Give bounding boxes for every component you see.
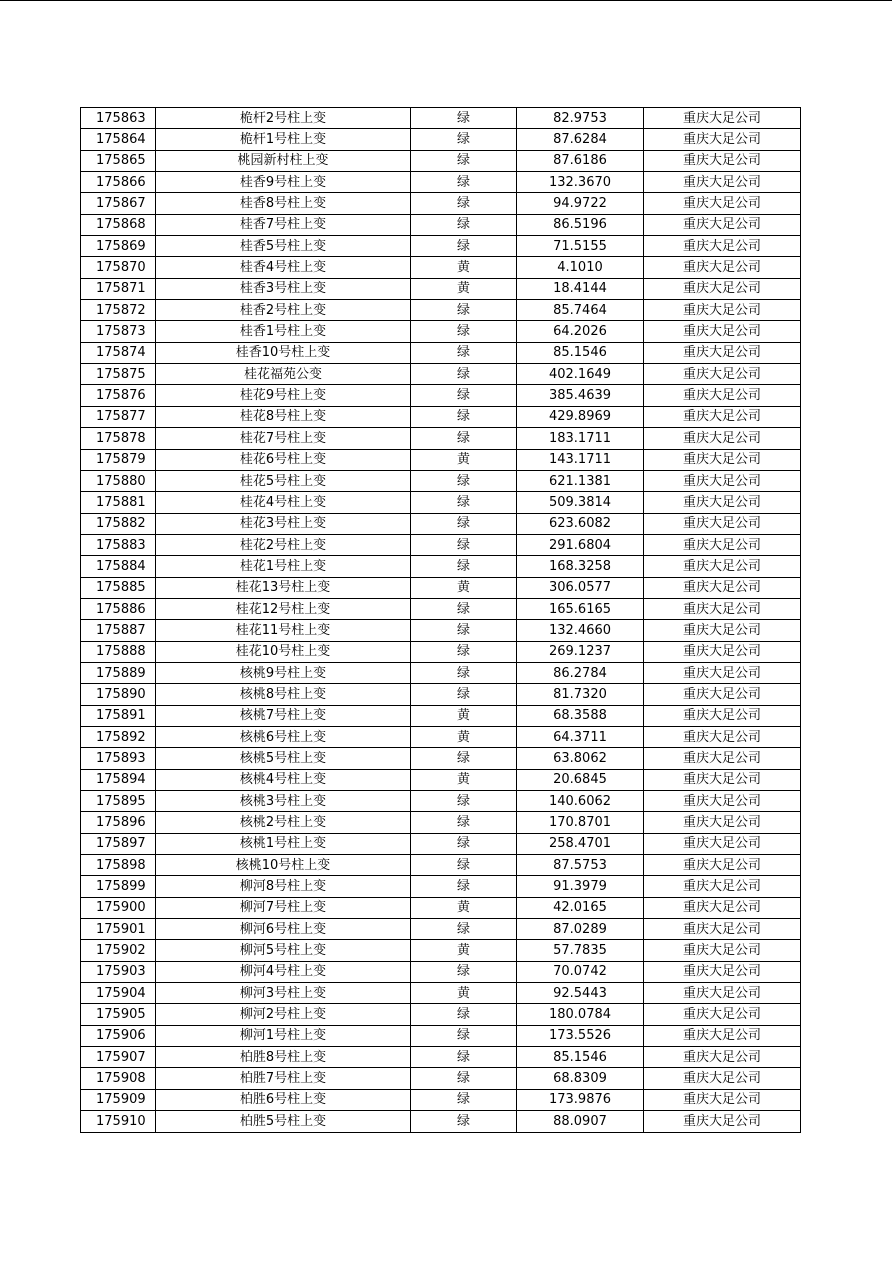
- cell-value: 71.5155: [517, 236, 644, 257]
- cell-company: 重庆大足公司: [644, 364, 801, 385]
- cell-name: 桅杆1号柱上变: [156, 129, 411, 150]
- top-border-line: [0, 0, 892, 1]
- cell-name: 桂花2号柱上变: [156, 534, 411, 555]
- cell-company: 重庆大足公司: [644, 662, 801, 683]
- table-row: [81, 449, 801, 470]
- cell-id: 175871: [81, 278, 156, 299]
- cell-value: 81.7320: [517, 684, 644, 705]
- cell-status-color: 黄: [411, 940, 517, 961]
- cell-value: 4.1010: [517, 257, 644, 278]
- table-body: [81, 108, 801, 1133]
- cell-status-color: 绿: [411, 534, 517, 555]
- table-row: [81, 833, 801, 854]
- cell-name: 桂花13号柱上变: [156, 577, 411, 598]
- cell-status-color: 绿: [411, 748, 517, 769]
- cell-id: 175905: [81, 1004, 156, 1025]
- cell-name: 柳河1号柱上变: [156, 1025, 411, 1046]
- cell-status-color: 绿: [411, 406, 517, 427]
- cell-company: 重庆大足公司: [644, 1068, 801, 1089]
- table-row: [81, 534, 801, 555]
- cell-name: 柳河4号柱上变: [156, 961, 411, 982]
- cell-status-color: 黄: [411, 577, 517, 598]
- cell-id: 175870: [81, 257, 156, 278]
- cell-status-color: 绿: [411, 961, 517, 982]
- cell-name: 桂香2号柱上变: [156, 300, 411, 321]
- cell-id: 175873: [81, 321, 156, 342]
- table-row: [81, 1111, 801, 1132]
- cell-value: 87.6284: [517, 129, 644, 150]
- cell-company: 重庆大足公司: [644, 1025, 801, 1046]
- cell-id: 175910: [81, 1111, 156, 1132]
- table-row: [81, 1068, 801, 1089]
- cell-value: 269.1237: [517, 641, 644, 662]
- cell-company: 重庆大足公司: [644, 769, 801, 790]
- table-row: [81, 598, 801, 619]
- table-row: [81, 748, 801, 769]
- cell-value: 94.9722: [517, 193, 644, 214]
- cell-status-color: 绿: [411, 492, 517, 513]
- cell-company: 重庆大足公司: [644, 278, 801, 299]
- cell-company: 重庆大足公司: [644, 150, 801, 171]
- transformer-table: [80, 107, 801, 1133]
- cell-status-color: 绿: [411, 1111, 517, 1132]
- table-row: [81, 172, 801, 193]
- cell-name: 桅杆2号柱上变: [156, 108, 411, 129]
- cell-id: 175864: [81, 129, 156, 150]
- cell-value: 621.1381: [517, 470, 644, 491]
- table-row: [81, 940, 801, 961]
- cell-company: 重庆大足公司: [644, 236, 801, 257]
- cell-id: 175907: [81, 1047, 156, 1068]
- cell-value: 132.4660: [517, 620, 644, 641]
- cell-value: 183.1711: [517, 428, 644, 449]
- cell-id: 175902: [81, 940, 156, 961]
- cell-status-color: 绿: [411, 129, 517, 150]
- table-row: [81, 556, 801, 577]
- cell-company: 重庆大足公司: [644, 641, 801, 662]
- cell-status-color: 黄: [411, 278, 517, 299]
- cell-name: 柏胜5号柱上变: [156, 1111, 411, 1132]
- cell-name: 柏胜7号柱上变: [156, 1068, 411, 1089]
- cell-id: 175906: [81, 1025, 156, 1046]
- cell-status-color: 黄: [411, 257, 517, 278]
- cell-id: 175884: [81, 556, 156, 577]
- cell-value: 68.8309: [517, 1068, 644, 1089]
- cell-name: 核桃8号柱上变: [156, 684, 411, 705]
- cell-name: 柳河8号柱上变: [156, 876, 411, 897]
- cell-name: 核桃3号柱上变: [156, 791, 411, 812]
- cell-name: 桂香4号柱上变: [156, 257, 411, 278]
- cell-company: 重庆大足公司: [644, 172, 801, 193]
- cell-company: 重庆大足公司: [644, 406, 801, 427]
- cell-status-color: 绿: [411, 641, 517, 662]
- cell-value: 429.8969: [517, 406, 644, 427]
- cell-company: 重庆大足公司: [644, 876, 801, 897]
- cell-value: 291.6804: [517, 534, 644, 555]
- cell-company: 重庆大足公司: [644, 833, 801, 854]
- cell-id: 175863: [81, 108, 156, 129]
- table-row: [81, 321, 801, 342]
- cell-name: 核桃5号柱上变: [156, 748, 411, 769]
- cell-value: 165.6165: [517, 598, 644, 619]
- cell-id: 175866: [81, 172, 156, 193]
- cell-id: 175876: [81, 385, 156, 406]
- cell-name: 柏胜8号柱上变: [156, 1047, 411, 1068]
- cell-value: 63.8062: [517, 748, 644, 769]
- table-row: [81, 1004, 801, 1025]
- cell-value: 385.4639: [517, 385, 644, 406]
- cell-id: 175886: [81, 598, 156, 619]
- cell-company: 重庆大足公司: [644, 1004, 801, 1025]
- cell-company: 重庆大足公司: [644, 129, 801, 150]
- cell-status-color: 绿: [411, 598, 517, 619]
- cell-status-color: 绿: [411, 321, 517, 342]
- cell-name: 桂香10号柱上变: [156, 342, 411, 363]
- cell-name: 柳河5号柱上变: [156, 940, 411, 961]
- table-row: [81, 257, 801, 278]
- cell-id: 175867: [81, 193, 156, 214]
- table-row: [81, 406, 801, 427]
- cell-id: 175869: [81, 236, 156, 257]
- table-row: [81, 236, 801, 257]
- cell-status-color: 绿: [411, 1004, 517, 1025]
- cell-name: 桂香9号柱上变: [156, 172, 411, 193]
- cell-id: 175896: [81, 812, 156, 833]
- cell-company: 重庆大足公司: [644, 684, 801, 705]
- cell-id: 175880: [81, 470, 156, 491]
- table-row: [81, 342, 801, 363]
- cell-status-color: 绿: [411, 620, 517, 641]
- table-row: [81, 983, 801, 1004]
- table-row: [81, 641, 801, 662]
- cell-id: 175892: [81, 726, 156, 747]
- cell-id: 175895: [81, 791, 156, 812]
- cell-company: 重庆大足公司: [644, 598, 801, 619]
- cell-company: 重庆大足公司: [644, 300, 801, 321]
- cell-company: 重庆大足公司: [644, 940, 801, 961]
- cell-status-color: 绿: [411, 556, 517, 577]
- cell-id: 175889: [81, 662, 156, 683]
- cell-value: 173.5526: [517, 1025, 644, 1046]
- cell-company: 重庆大足公司: [644, 919, 801, 940]
- cell-name: 桂花11号柱上变: [156, 620, 411, 641]
- cell-status-color: 绿: [411, 385, 517, 406]
- table-row: [81, 193, 801, 214]
- cell-id: 175893: [81, 748, 156, 769]
- cell-name: 柳河2号柱上变: [156, 1004, 411, 1025]
- cell-name: 桂香5号柱上变: [156, 236, 411, 257]
- cell-id: 175909: [81, 1089, 156, 1110]
- cell-name: 核桃7号柱上变: [156, 705, 411, 726]
- cell-name: 桂花7号柱上变: [156, 428, 411, 449]
- cell-name: 柳河3号柱上变: [156, 983, 411, 1004]
- cell-company: 重庆大足公司: [644, 385, 801, 406]
- cell-value: 623.6082: [517, 513, 644, 534]
- cell-status-color: 黄: [411, 983, 517, 1004]
- cell-id: 175868: [81, 214, 156, 235]
- cell-value: 86.5196: [517, 214, 644, 235]
- cell-value: 173.9876: [517, 1089, 644, 1110]
- cell-company: 重庆大足公司: [644, 321, 801, 342]
- cell-status-color: 黄: [411, 769, 517, 790]
- cell-status-color: 黄: [411, 449, 517, 470]
- cell-name: 柳河6号柱上变: [156, 919, 411, 940]
- cell-id: 175885: [81, 577, 156, 598]
- cell-company: 重庆大足公司: [644, 620, 801, 641]
- cell-name: 核桃4号柱上变: [156, 769, 411, 790]
- cell-status-color: 绿: [411, 684, 517, 705]
- cell-value: 64.2026: [517, 321, 644, 342]
- cell-company: 重庆大足公司: [644, 961, 801, 982]
- cell-name: 核桃10号柱上变: [156, 855, 411, 876]
- cell-status-color: 绿: [411, 1047, 517, 1068]
- cell-company: 重庆大足公司: [644, 534, 801, 555]
- cell-status-color: 绿: [411, 150, 517, 171]
- cell-value: 168.3258: [517, 556, 644, 577]
- cell-status-color: 绿: [411, 193, 517, 214]
- cell-status-color: 绿: [411, 876, 517, 897]
- cell-status-color: 绿: [411, 364, 517, 385]
- cell-company: 重庆大足公司: [644, 791, 801, 812]
- cell-value: 85.1546: [517, 342, 644, 363]
- cell-value: 170.8701: [517, 812, 644, 833]
- table-row: [81, 364, 801, 385]
- cell-value: 70.0742: [517, 961, 644, 982]
- cell-value: 140.6062: [517, 791, 644, 812]
- cell-name: 柏胜6号柱上变: [156, 1089, 411, 1110]
- cell-status-color: 绿: [411, 428, 517, 449]
- cell-name: 核桃1号柱上变: [156, 833, 411, 854]
- cell-id: 175872: [81, 300, 156, 321]
- cell-name: 桂花10号柱上变: [156, 641, 411, 662]
- cell-status-color: 绿: [411, 919, 517, 940]
- cell-value: 88.0907: [517, 1111, 644, 1132]
- cell-name: 桂花1号柱上变: [156, 556, 411, 577]
- cell-status-color: 黄: [411, 897, 517, 918]
- table-row: [81, 855, 801, 876]
- cell-value: 87.5753: [517, 855, 644, 876]
- cell-id: 175887: [81, 620, 156, 641]
- cell-value: 91.3979: [517, 876, 644, 897]
- table-row: [81, 129, 801, 150]
- cell-id: 175875: [81, 364, 156, 385]
- cell-name: 桂香7号柱上变: [156, 214, 411, 235]
- table-row: [81, 513, 801, 534]
- cell-value: 20.6845: [517, 769, 644, 790]
- cell-id: 175899: [81, 876, 156, 897]
- cell-company: 重庆大足公司: [644, 492, 801, 513]
- cell-id: 175900: [81, 897, 156, 918]
- cell-status-color: 绿: [411, 342, 517, 363]
- cell-status-color: 绿: [411, 300, 517, 321]
- table-row: [81, 150, 801, 171]
- cell-status-color: 绿: [411, 662, 517, 683]
- cell-value: 306.0577: [517, 577, 644, 598]
- table-row: [81, 1025, 801, 1046]
- table-row: [81, 961, 801, 982]
- cell-id: 175874: [81, 342, 156, 363]
- cell-company: 重庆大足公司: [644, 449, 801, 470]
- table-row: [81, 278, 801, 299]
- cell-value: 509.3814: [517, 492, 644, 513]
- cell-name: 桂花12号柱上变: [156, 598, 411, 619]
- cell-name: 核桃6号柱上变: [156, 726, 411, 747]
- cell-value: 57.7835: [517, 940, 644, 961]
- table-row: [81, 919, 801, 940]
- table-row: [81, 108, 801, 129]
- cell-company: 重庆大足公司: [644, 1111, 801, 1132]
- cell-name: 桃园新村柱上变: [156, 150, 411, 171]
- cell-status-color: 绿: [411, 812, 517, 833]
- cell-company: 重庆大足公司: [644, 577, 801, 598]
- cell-status-color: 绿: [411, 1089, 517, 1110]
- table-row: [81, 705, 801, 726]
- cell-id: 175891: [81, 705, 156, 726]
- cell-id: 175878: [81, 428, 156, 449]
- table-row: [81, 812, 801, 833]
- table-row: [81, 620, 801, 641]
- cell-company: 重庆大足公司: [644, 257, 801, 278]
- cell-value: 68.3588: [517, 705, 644, 726]
- cell-company: 重庆大足公司: [644, 705, 801, 726]
- cell-id: 175865: [81, 150, 156, 171]
- cell-id: 175888: [81, 641, 156, 662]
- cell-status-color: 绿: [411, 172, 517, 193]
- cell-name: 核桃9号柱上变: [156, 662, 411, 683]
- cell-company: 重庆大足公司: [644, 855, 801, 876]
- cell-value: 42.0165: [517, 897, 644, 918]
- cell-id: 175897: [81, 833, 156, 854]
- cell-company: 重庆大足公司: [644, 108, 801, 129]
- cell-id: 175894: [81, 769, 156, 790]
- cell-company: 重庆大足公司: [644, 1089, 801, 1110]
- table-row: [81, 428, 801, 449]
- cell-company: 重庆大足公司: [644, 342, 801, 363]
- cell-id: 175890: [81, 684, 156, 705]
- table-row: [81, 726, 801, 747]
- cell-status-color: 绿: [411, 1068, 517, 1089]
- cell-company: 重庆大足公司: [644, 726, 801, 747]
- table-row: [81, 1089, 801, 1110]
- cell-name: 桂花9号柱上变: [156, 385, 411, 406]
- cell-value: 64.3711: [517, 726, 644, 747]
- cell-name: 桂花3号柱上变: [156, 513, 411, 534]
- table-row: [81, 662, 801, 683]
- cell-value: 87.0289: [517, 919, 644, 940]
- table-row: [81, 684, 801, 705]
- cell-value: 258.4701: [517, 833, 644, 854]
- cell-name: 桂花4号柱上变: [156, 492, 411, 513]
- cell-company: 重庆大足公司: [644, 513, 801, 534]
- cell-value: 87.6186: [517, 150, 644, 171]
- cell-name: 桂香8号柱上变: [156, 193, 411, 214]
- table-row: [81, 876, 801, 897]
- cell-company: 重庆大足公司: [644, 1047, 801, 1068]
- table-row: [81, 577, 801, 598]
- table-row: [81, 214, 801, 235]
- cell-id: 175879: [81, 449, 156, 470]
- table-row: [81, 385, 801, 406]
- cell-id: 175904: [81, 983, 156, 1004]
- cell-status-color: 绿: [411, 513, 517, 534]
- cell-name: 桂花福苑公变: [156, 364, 411, 385]
- cell-id: 175908: [81, 1068, 156, 1089]
- cell-company: 重庆大足公司: [644, 983, 801, 1004]
- cell-name: 桂香1号柱上变: [156, 321, 411, 342]
- cell-value: 86.2784: [517, 662, 644, 683]
- cell-status-color: 绿: [411, 236, 517, 257]
- cell-company: 重庆大足公司: [644, 748, 801, 769]
- cell-value: 402.1649: [517, 364, 644, 385]
- cell-name: 桂花6号柱上变: [156, 449, 411, 470]
- cell-value: 180.0784: [517, 1004, 644, 1025]
- cell-name: 桂香3号柱上变: [156, 278, 411, 299]
- cell-status-color: 黄: [411, 705, 517, 726]
- cell-id: 175881: [81, 492, 156, 513]
- cell-company: 重庆大足公司: [644, 428, 801, 449]
- table-row: [81, 791, 801, 812]
- cell-company: 重庆大足公司: [644, 214, 801, 235]
- table-row: [81, 897, 801, 918]
- table-row: [81, 492, 801, 513]
- cell-company: 重庆大足公司: [644, 812, 801, 833]
- cell-company: 重庆大足公司: [644, 470, 801, 491]
- cell-name: 桂花8号柱上变: [156, 406, 411, 427]
- cell-status-color: 绿: [411, 108, 517, 129]
- cell-value: 85.7464: [517, 300, 644, 321]
- cell-name: 柳河7号柱上变: [156, 897, 411, 918]
- cell-id: 175877: [81, 406, 156, 427]
- cell-id: 175898: [81, 855, 156, 876]
- cell-name: 桂花5号柱上变: [156, 470, 411, 491]
- cell-status-color: 绿: [411, 833, 517, 854]
- table-row: [81, 300, 801, 321]
- cell-status-color: 绿: [411, 1025, 517, 1046]
- cell-id: 175901: [81, 919, 156, 940]
- cell-value: 85.1546: [517, 1047, 644, 1068]
- cell-value: 92.5443: [517, 983, 644, 1004]
- cell-name: 核桃2号柱上变: [156, 812, 411, 833]
- cell-status-color: 绿: [411, 214, 517, 235]
- cell-id: 175883: [81, 534, 156, 555]
- cell-id: 175903: [81, 961, 156, 982]
- cell-company: 重庆大足公司: [644, 897, 801, 918]
- table-row: [81, 769, 801, 790]
- cell-id: 175882: [81, 513, 156, 534]
- cell-status-color: 绿: [411, 470, 517, 491]
- table-row: [81, 470, 801, 491]
- cell-value: 132.3670: [517, 172, 644, 193]
- cell-status-color: 绿: [411, 855, 517, 876]
- cell-company: 重庆大足公司: [644, 193, 801, 214]
- cell-value: 143.1711: [517, 449, 644, 470]
- cell-status-color: 绿: [411, 791, 517, 812]
- cell-status-color: 黄: [411, 726, 517, 747]
- cell-value: 18.4144: [517, 278, 644, 299]
- cell-value: 82.9753: [517, 108, 644, 129]
- cell-company: 重庆大足公司: [644, 556, 801, 577]
- table-row: [81, 1047, 801, 1068]
